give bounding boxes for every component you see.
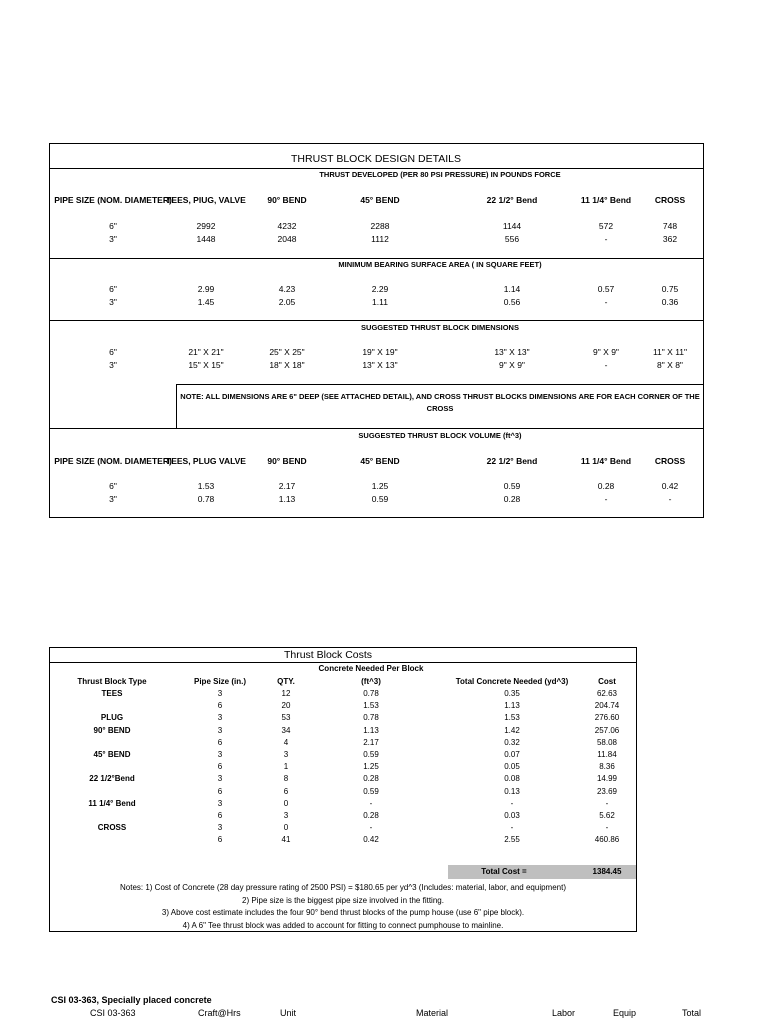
area-title: MINIMUM BEARING SURFACE AREA ( IN SQUARE FEET) <box>338 260 542 269</box>
cost-cell: 6 <box>217 786 223 796</box>
area-cell: 2.99 <box>197 284 215 294</box>
dim-cell: 19" X 19" <box>362 347 398 357</box>
force-cell: 362 <box>662 234 678 244</box>
dim-cell: 11" X 11" <box>652 347 688 357</box>
cost-cell: 41 <box>281 835 291 845</box>
vol-col-header: PIPE SIZE (NOM. DIAMETER) <box>54 456 172 466</box>
cost-cell: 257.06 <box>594 725 620 735</box>
footer-heading: CSI 03-363, Specially placed concrete <box>51 995 212 1005</box>
area-cell: 1.45 <box>197 297 215 307</box>
cost-cell: 1 <box>283 762 289 772</box>
cost-note: 4) A 6" Tee thrust block was added to account for fitting to connect pumphouse to mainline. <box>182 920 504 930</box>
cost-cell: 3 <box>217 774 223 784</box>
vol-cell: 0.42 <box>661 481 679 491</box>
cost-cell: - <box>605 823 609 833</box>
cost-cell: 14.99 <box>596 774 618 784</box>
vol-cell: 3" <box>109 494 117 504</box>
cost-cell: 1.13 <box>363 725 379 735</box>
cost-cell: 3 <box>283 750 289 759</box>
force-cell: 1144 <box>502 221 522 231</box>
block-type: 11 1/4° Bend <box>88 798 136 808</box>
cost-cell: 0.59 <box>363 786 379 796</box>
vol-cell: 0.78 <box>197 494 215 504</box>
divider <box>49 320 704 321</box>
design-col-header: CROSS <box>654 195 686 205</box>
area-cell: 3" <box>109 297 117 307</box>
design-col-header: TEES, PlUG, VALVE <box>166 195 246 205</box>
cost-cell: 8.36 <box>599 762 615 772</box>
cost-cell: 8 <box>283 774 289 784</box>
force-cell: 4232 <box>277 221 297 231</box>
area-cell: 1.11 <box>372 297 388 307</box>
area-cell: 0.75 <box>661 284 679 294</box>
area-cell: 0.57 <box>597 284 615 294</box>
cost-cell: 0 <box>283 823 289 833</box>
area-cell: - <box>604 297 608 307</box>
cost-cell: 0.59 <box>363 750 379 759</box>
cost-cell: 3 <box>217 750 223 759</box>
cost-cell: 1.53 <box>504 713 520 723</box>
vol-col-header: TEES, PLUG VALVE <box>166 456 246 466</box>
cost-cell: 1.53 <box>363 701 379 711</box>
cost-col-header: Pipe Size (in.) <box>193 677 247 686</box>
dim-cell: 3" <box>109 360 117 370</box>
cost-cell: - <box>605 798 609 808</box>
vol-cell: 6" <box>109 481 117 491</box>
dim-cell: 6" <box>109 347 117 357</box>
area-cell: 4.23 <box>278 284 296 294</box>
block-type: 45° BEND <box>93 750 131 759</box>
total-label: Total Cost = <box>481 867 527 876</box>
cost-note: Notes: 1) Cost of Concrete (28 day pressure rating of 2500 PSI) = $180.65 per yd^3 (Includes: material, labor, and equipment) <box>120 883 566 892</box>
cost-col-header: Thrust Block Type <box>77 677 147 686</box>
force-cell: 3" <box>109 234 117 244</box>
cost-cell: 12 <box>281 689 291 698</box>
dim-cell: 9" X 9" <box>499 360 525 370</box>
cost-cell: 0 <box>283 798 289 808</box>
cost-cell: 0.42 <box>363 835 379 845</box>
cost-cell: - <box>369 798 373 808</box>
footer-col-label: Unit <box>280 1008 297 1018</box>
dim-cell: 9" X 9" <box>593 347 619 357</box>
cost-cell: 11.84 <box>597 750 617 759</box>
footer-col-label: CSI 03-363 <box>90 1008 136 1018</box>
area-cell: 6" <box>109 284 117 294</box>
vol-cell: 1.25 <box>371 481 389 491</box>
design-col-header: 11 1/4° Bend <box>580 195 632 205</box>
divider <box>176 384 704 385</box>
vol-cell: 0.59 <box>503 481 521 491</box>
cost-cell: 0.32 <box>504 737 520 747</box>
vol-cell: 1.53 <box>197 481 215 491</box>
total-value: 1384.45 <box>592 867 622 876</box>
vol-cell: 0.28 <box>503 494 521 504</box>
footer-col-label: Craft@Hrs <box>198 1008 241 1018</box>
dim-cell: 18" X 18" <box>269 360 305 370</box>
cost-cell: 5.62 <box>599 811 615 820</box>
cost-cell: 0.05 <box>504 762 520 772</box>
footer-col-label: Labor <box>552 1008 576 1018</box>
area-cell: 2.05 <box>278 297 296 307</box>
force-cell: 1112 <box>371 234 389 244</box>
vol-col-header: CROSS <box>654 456 686 466</box>
cost-cell: 2.55 <box>504 835 520 845</box>
area-cell: 0.36 <box>661 297 679 307</box>
cost-note: 2) Pipe size is the biggest pipe size involved in the fitting. <box>242 895 444 905</box>
vol-cell: 1.13 <box>278 494 296 504</box>
cost-cell: 53 <box>281 713 291 723</box>
footer-col-label: Material <box>416 1008 449 1018</box>
cost-cell: 6 <box>283 786 289 796</box>
cost-cell: 0.78 <box>363 713 379 723</box>
area-cell: 1.14 <box>503 284 521 294</box>
dim-cell: - <box>604 360 608 370</box>
cost-cell: 460.86 <box>594 835 620 845</box>
dim-cell: 13" X 13" <box>362 360 398 370</box>
divider <box>49 168 704 169</box>
design-col-header: 90° BEND <box>267 195 307 205</box>
cost-cell: 0.35 <box>504 689 520 698</box>
dim-cell: 8" X 8" <box>657 360 683 370</box>
cost-cell: 0.78 <box>363 689 379 698</box>
cost-cell: 3 <box>217 689 223 698</box>
divider <box>49 662 637 663</box>
divider <box>49 258 704 259</box>
cost-cell: 2.17 <box>363 737 379 747</box>
cost-col-header: Cost <box>598 677 616 686</box>
cost-cell: 34 <box>281 725 291 735</box>
vol-col-header: 11 1/4° Bend <box>580 456 632 466</box>
force-cell: 6" <box>109 221 117 231</box>
cost-col-header: Total Concrete Needed (yd^3) <box>455 677 569 686</box>
cost-cell: 3 <box>217 823 223 833</box>
block-type: PLUG <box>100 713 124 723</box>
cost-cell: 1.42 <box>504 725 520 735</box>
cost-cell: - <box>510 823 514 833</box>
block-type: TEES <box>101 689 123 698</box>
vol-col-header: 22 1/2° Bend <box>486 456 538 466</box>
cost-cell: 0.03 <box>504 811 520 820</box>
cost-cell: 1.25 <box>363 762 379 772</box>
vol-cell: 2.17 <box>278 481 296 491</box>
force-cell: - <box>604 234 608 244</box>
cost-cell: 0.08 <box>504 774 520 784</box>
force-cell: 572 <box>598 221 614 231</box>
cost-cell: 3 <box>217 725 223 735</box>
cost-cell: 6 <box>217 762 223 772</box>
vol-title: SUGGESTED THRUST BLOCK VOLUME (ft^3) <box>358 431 522 440</box>
vol-cell: 0.59 <box>371 494 389 504</box>
vol-col-header: 90° BEND <box>267 456 307 466</box>
force-cell: 556 <box>504 234 520 244</box>
cost-note: 3) Above cost estimate includes the four 90° bend thrust blocks of the pump house (use 6" pipe block). <box>161 908 525 917</box>
cost-cell: 6 <box>217 737 223 747</box>
force-cell: 2048 <box>277 234 297 244</box>
cost-cell: 3 <box>283 811 289 820</box>
design-note: NOTE: ALL DIMENSIONS ARE 6" DEEP (SEE ATTACHED DETAIL), AND CROSS THRUST BLOCKS DIMENSIONS ARE FOR EACH CORNER OF THE CROSS <box>180 392 700 413</box>
cost-col-header: (ft^3) <box>361 677 381 686</box>
block-type: 22 1/2°Bend <box>89 774 135 784</box>
divider <box>49 428 704 429</box>
vol-col-header: 45° BEND <box>360 456 400 466</box>
divider <box>176 384 177 428</box>
cost-cell: 4 <box>283 737 289 747</box>
design-title: THRUST BLOCK DESIGN DETAILS <box>291 153 461 165</box>
cost-cell: 3 <box>217 798 223 808</box>
design-col-header: 22 1/2° Bend <box>486 195 538 205</box>
dim-cell: 13" X 13" <box>494 347 530 357</box>
footer-col-label: Equip <box>613 1008 637 1018</box>
footer-col-label: Total <box>682 1008 702 1018</box>
cost-col-header: QTY. <box>277 677 295 686</box>
cost-cell: 1.13 <box>504 701 520 711</box>
design-col-header: 45° BEND <box>360 195 400 205</box>
cost-cell: 6 <box>217 835 223 845</box>
cost-cell: 6 <box>217 701 223 711</box>
cost-col-header: Concrete Needed Per Block <box>318 664 424 673</box>
force-cell: 748 <box>662 221 678 231</box>
cost-cell: 23.69 <box>596 786 618 796</box>
force-cell: 1448 <box>196 234 216 244</box>
cost-cell: 58.08 <box>596 737 618 747</box>
area-cell: 0.56 <box>503 297 521 307</box>
force-cell: 2288 <box>370 221 390 231</box>
vol-cell: - <box>668 494 672 504</box>
vol-cell: - <box>604 494 608 504</box>
cost-cell: 276.60 <box>594 713 620 723</box>
design-col-header: PIPE SIZE (NOM. DIAMETER) <box>54 195 172 205</box>
dim-cell: 25" X 25" <box>269 347 305 357</box>
cost-title: Thrust Block Costs <box>283 649 373 661</box>
cost-cell: 0.13 <box>504 786 520 796</box>
cost-cell: 6 <box>217 811 223 820</box>
force-title: THRUST DEVELOPED (PER 80 PSI PRESSURE) IN POUNDS FORCE <box>319 170 561 179</box>
cost-cell: 0.28 <box>363 811 379 820</box>
dim-title: SUGGESTED THRUST BLOCK DIMENSIONS <box>361 323 519 332</box>
cost-cell: 20 <box>281 701 291 711</box>
cost-cell: - <box>510 798 514 808</box>
cost-cell: 0.07 <box>504 750 520 759</box>
vol-cell: 0.28 <box>597 481 615 491</box>
cost-cell: - <box>369 823 373 833</box>
cost-cell: 62.63 <box>596 689 618 698</box>
cost-cell: 204.74 <box>594 701 620 711</box>
force-cell: 2992 <box>196 221 216 231</box>
block-type: 90° BEND <box>93 725 131 735</box>
dim-cell: 21" X 21" <box>188 347 224 357</box>
cost-cell: 3 <box>217 713 223 723</box>
block-type: CROSS <box>97 823 127 833</box>
dim-cell: 15" X 15" <box>188 360 224 370</box>
cost-cell: 0.28 <box>363 774 379 784</box>
area-cell: 2.29 <box>371 284 389 294</box>
